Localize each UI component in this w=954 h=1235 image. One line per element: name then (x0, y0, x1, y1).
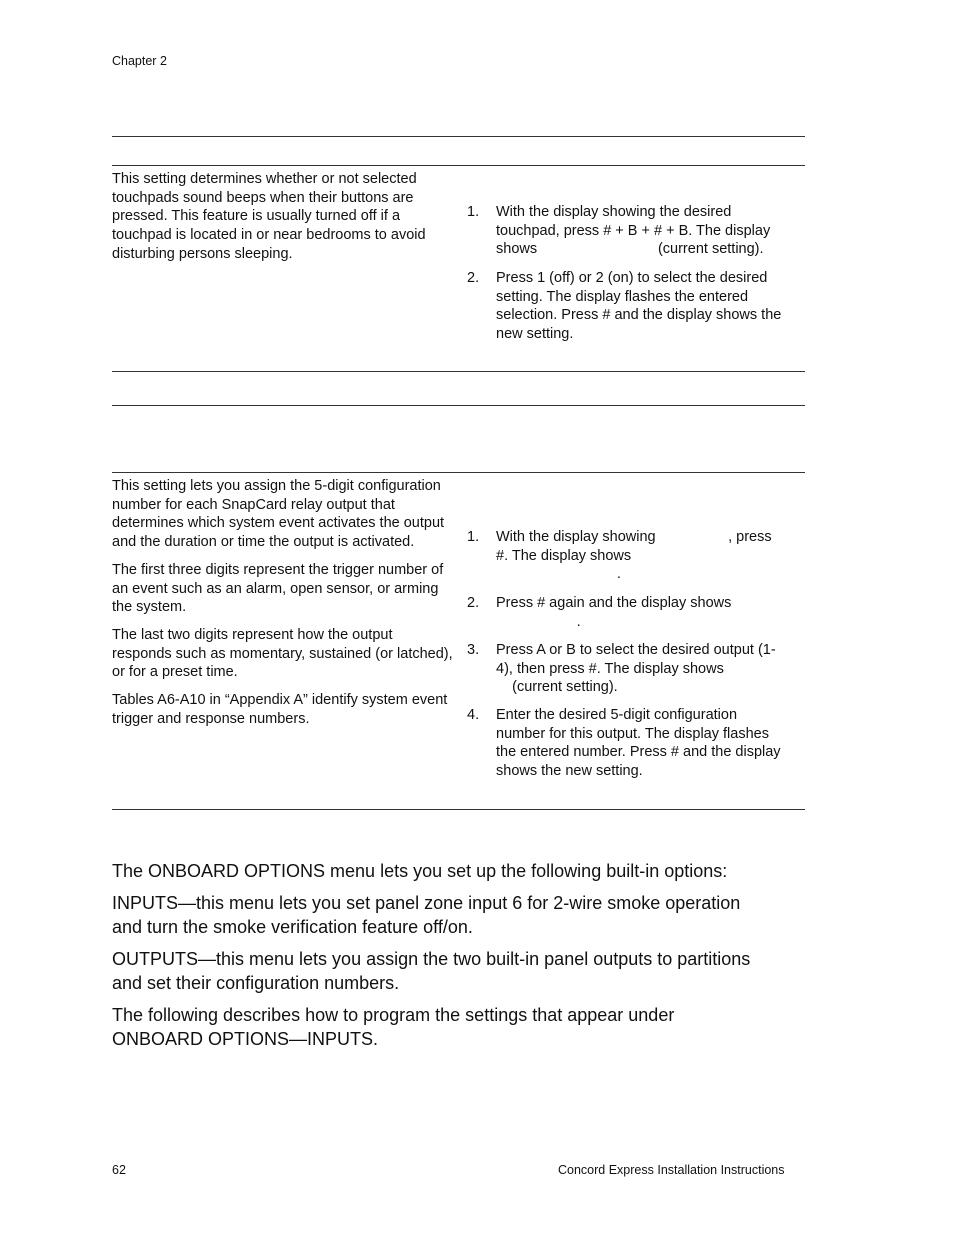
step-line: new setting. (496, 326, 574, 343)
chapter-header: Chapter 2 (112, 54, 167, 68)
step-line: shows (current setting). (496, 241, 764, 258)
document-title: Concord Express Installation Instructions (558, 1163, 785, 1177)
onboard-options-body (112, 859, 812, 1059)
step-line: number for this output. The display flashes (496, 725, 769, 742)
following-paragraph (112, 1003, 812, 1051)
step-number: 4. (467, 707, 480, 723)
following-line: The following describes how to program the settings that appear under (112, 1005, 675, 1025)
section2-paragraph: Tables A6-A10 in “Appendix A” identify system event trigger and response numbers. (112, 692, 448, 727)
outputs-line: and set their configuration numbers. (112, 973, 400, 993)
section2-paragraph: This setting lets you assign the 5-digit configuration number for each SnapCard relay output that determines which system event activates the output and the duration or time the output is activated. (112, 478, 445, 551)
step-line: Press 1 (off) or 2 (on) to select the desired (496, 270, 768, 286)
step-line: . (496, 613, 581, 630)
step-line: Press # again and the display shows (496, 595, 732, 611)
step-line: Press A or B to select the desired output (1- (496, 642, 776, 658)
section1-header-rule (112, 165, 805, 166)
step-line: (current setting). (496, 679, 618, 696)
section2-step-2 (467, 594, 807, 631)
outputs-paragraph (112, 947, 812, 995)
inputs-line: and turn the smoke verification feature off/on. (112, 917, 473, 937)
section2-step-4 (467, 706, 807, 781)
section1-bottom-rule (112, 371, 805, 372)
section1-top-rule (112, 136, 805, 137)
intro-paragraph: The ONBOARD OPTIONS menu lets you set up the following built-in options: (112, 861, 728, 881)
section1-description: This setting determines whether or not selected touchpads sound beeps when their buttons are pressed. This feature is usually turned off if a touchpad is located in or near bedrooms to avoid disturbing persons sleeping. (112, 171, 426, 262)
section2-step-1 (467, 528, 807, 584)
section2-paragraph: The last two digits represent how the output responds such as momentary, sustained (or latched), or for a preset time. (112, 626, 453, 681)
section2-header-rule (112, 472, 805, 473)
step-number: 2. (467, 595, 480, 611)
outputs-line: OUTPUTS—this menu lets you assign the two built-in panel outputs to partitions (112, 949, 751, 969)
step-line: With the display showing , press (496, 529, 772, 545)
step-number: 2. (467, 270, 480, 286)
step-number: 1. (467, 204, 480, 220)
inputs-line: INPUTS—this menu lets you set panel zone input 6 for 2-wire smoke operation (112, 893, 741, 913)
section2-paragraph: The first three digits represent the trigger number of an event such as an alarm, open sensor, or arming the system. (112, 561, 444, 616)
step-line: 4), then press #. The display shows (496, 660, 724, 677)
step-line: shows the new setting. (496, 763, 643, 780)
section2-top-rule (112, 405, 805, 406)
step-number: 1. (467, 529, 480, 545)
step-number: 3. (467, 642, 480, 658)
page-number: 62 (112, 1163, 126, 1177)
step-line: With the display showing the desired (496, 204, 732, 220)
step-line: . (496, 566, 621, 583)
section1-step-2 (467, 269, 807, 344)
step-line: selection. Press # and the display shows the (496, 307, 782, 324)
following-line: ONBOARD OPTIONS—INPUTS. (112, 1029, 379, 1049)
section2-description (112, 477, 454, 728)
step-line: the entered number. Press # and the display (496, 744, 781, 761)
section2-step-3 (467, 641, 807, 697)
inputs-paragraph (112, 891, 812, 939)
step-line: setting. The display flashes the entered (496, 288, 749, 305)
section1-step-1 (467, 203, 807, 259)
section2-bottom-rule (112, 809, 805, 810)
step-line: Enter the desired 5-digit configuration (496, 707, 738, 723)
step-line: touchpad, press # + B + # + B. The display (496, 222, 771, 239)
step-line: #. The display shows (496, 547, 632, 564)
